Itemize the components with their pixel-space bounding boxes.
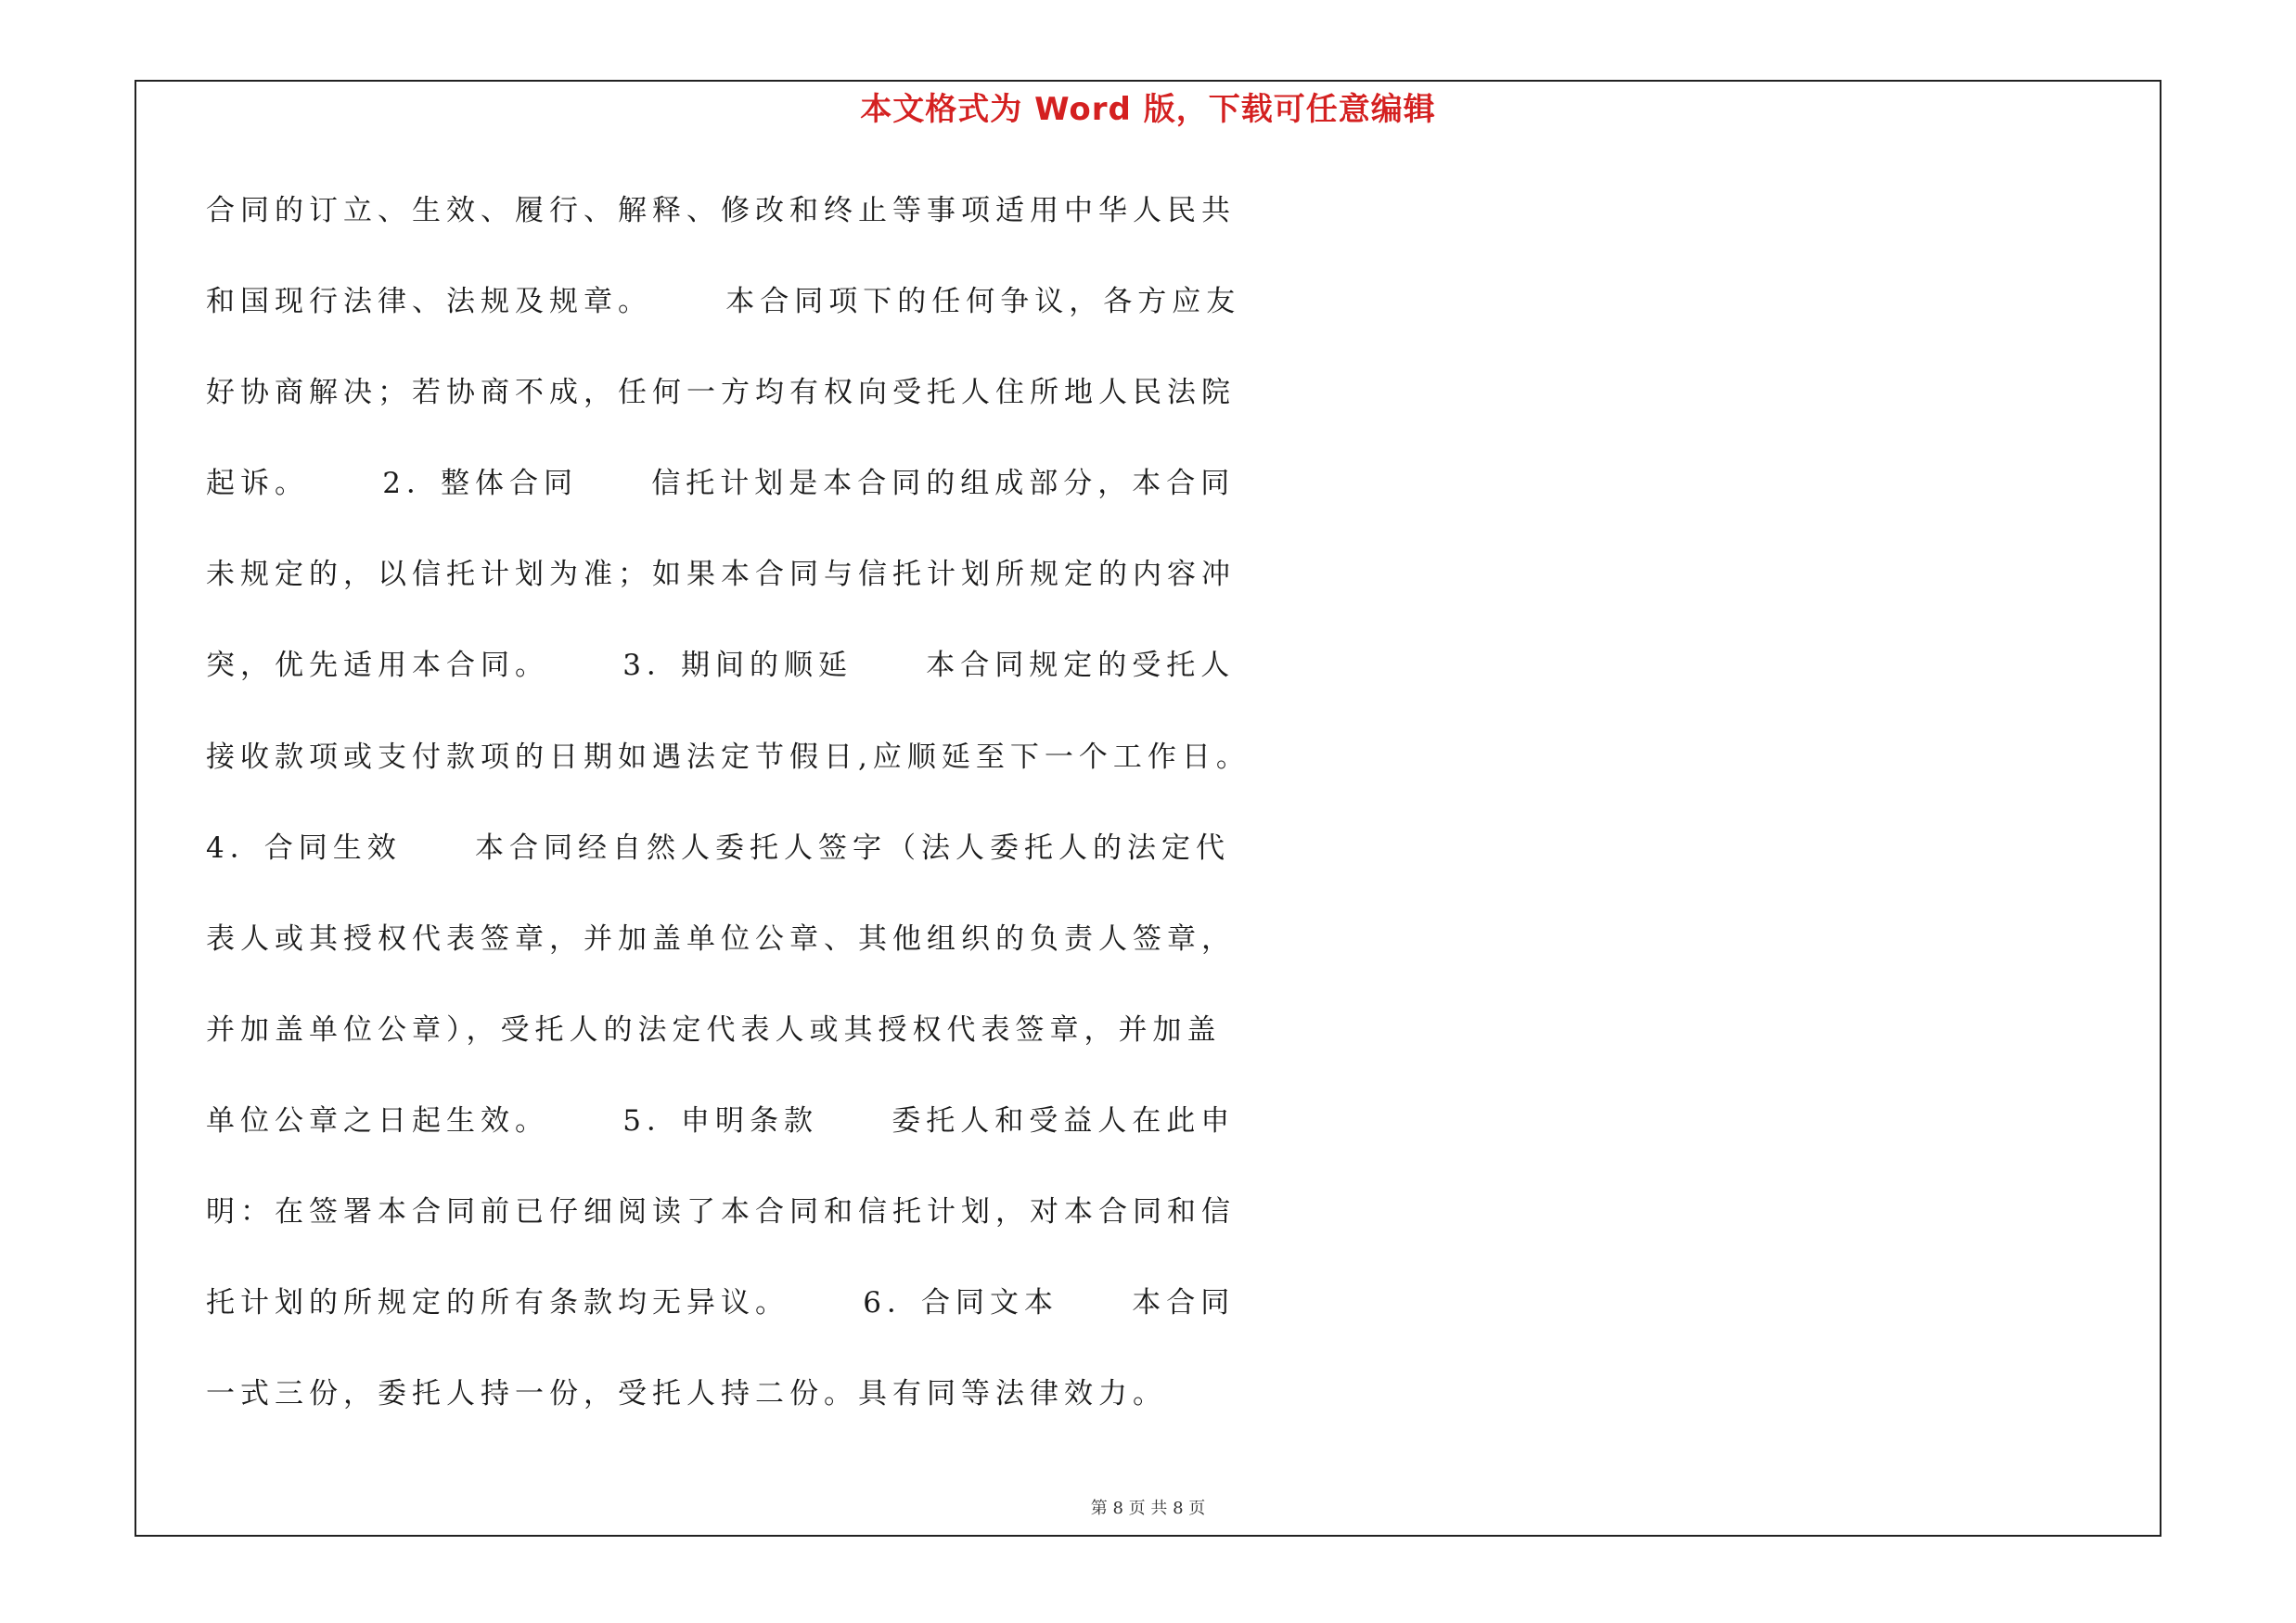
body-line-2: 和国现行法律、法规及规章。 本合同项下的任何争议，各方应友	[206, 285, 1241, 318]
format-banner: 本文格式为 Word 版，下载可任意编辑	[860, 91, 1436, 128]
body-line-12: 明：在签署本合同前已仔细阅读了本合同和信托计划，对本合同和信	[206, 1195, 1236, 1229]
body-line-9: 表人或其授权代表签章，并加盖单位公章、其他组织的负责人签章，	[206, 922, 1236, 956]
body-line-7: 接收款项或支付款项的日期如遇法定节假日,应顺延至下一个工作日。	[206, 741, 1251, 774]
body-line-8: 4．合同生效 本合同经自然人委托人签字（法人委托人的法定代	[206, 831, 1230, 865]
body-line-13: 托计划的所规定的所有条款均无异议。 6．合同文本 本合同	[206, 1286, 1236, 1320]
body-line-3: 好协商解决；若协商不成，任何一方均有权向受托人住所地人民法院	[206, 376, 1236, 409]
body-line-5: 未规定的，以信托计划为准；如果本合同与信托计划所规定的内容冲	[206, 558, 1236, 591]
body-line-10: 并加盖单位公章），受托人的法定代表人或其授权代表签章，并加盖	[206, 1013, 1222, 1047]
body-line-11: 单位公章之日起生效。 5．申明条款 委托人和受益人在此申	[206, 1104, 1236, 1138]
body-line-4: 起诉。 2．整体合同 信托计划是本合同的组成部分，本合同	[206, 467, 1236, 500]
body-line-1: 合同的订立、生效、履行、解释、修改和终止等事项适用中华人民共	[206, 194, 1236, 227]
body-line-14: 一式三份，委托人持一份，受托人持二份。具有同等法律效力。	[206, 1377, 1167, 1410]
body-line-6: 突，优先适用本合同。 3．期间的顺延 本合同规定的受托人	[206, 649, 1236, 682]
page-number: 第 8 页 共 8 页	[1090, 1499, 1206, 1518]
